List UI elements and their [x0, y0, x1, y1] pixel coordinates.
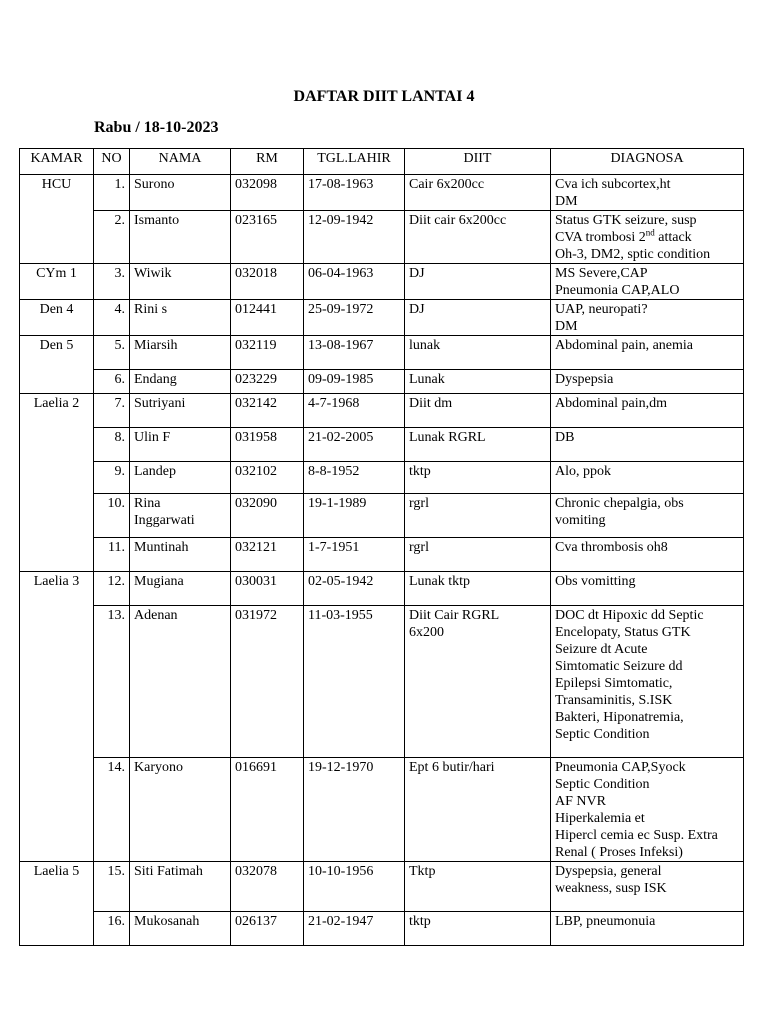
cell-no: 6. [94, 370, 130, 394]
cell-diit-line: Ept 6 butir/hari [409, 760, 495, 775]
cell-nama-line: Wiwik [134, 266, 172, 281]
cell-diit [405, 862, 551, 912]
cell-diagnosa [551, 462, 744, 494]
cell-diagnosa-line: Hipercl cemia ec Susp. Extra [555, 828, 718, 843]
cell-nama [130, 211, 231, 264]
column-header-rm: RM [231, 149, 304, 175]
cell-diit [405, 175, 551, 211]
cell-diagnosa-line: vomiting [555, 513, 606, 528]
cell-no: 10. [94, 494, 130, 538]
cell-diagnosa-line: DM [555, 319, 578, 334]
cell-diagnosa [551, 300, 744, 336]
cell-nama [130, 264, 231, 300]
cell-nama-line: Surono [134, 177, 175, 192]
table-row [20, 494, 744, 538]
cell-nama-line: Karyono [134, 760, 183, 775]
cell-nama [130, 862, 231, 912]
cell-kamar: Laelia 3 [20, 572, 94, 862]
cell-no: 13. [94, 606, 130, 758]
cell-diit-line: Tktp [409, 864, 436, 879]
cell-nama [130, 300, 231, 336]
cell-no: 8. [94, 428, 130, 462]
cell-diagnosa-line: Dyspepsia, general [555, 864, 662, 879]
cell-nama-line: Ismanto [134, 213, 180, 228]
cell-diit-line: Lunak RGRL [409, 430, 486, 445]
cell-diit-line: Diit dm [409, 396, 453, 411]
cell-no: 14. [94, 758, 130, 862]
cell-diagnosa [551, 538, 744, 572]
table-row [20, 538, 744, 572]
page-date: Rabu / 18-10-2023 [94, 119, 219, 136]
cell-diagnosa-line: Chronic chepalgia, obs [555, 496, 684, 511]
cell-diagnosa-line: Cva thrombosis oh8 [555, 540, 668, 555]
cell-nama [130, 606, 231, 758]
table-row [20, 758, 744, 862]
cell-diagnosa [551, 264, 744, 300]
cell-diit [405, 336, 551, 370]
diet-table [19, 148, 744, 946]
cell-diagnosa [551, 211, 744, 264]
cell-kamar: CYm 1 [20, 264, 94, 300]
cell-rm: 031972 [231, 606, 304, 758]
cell-tgl-lahir: 21-02-2005 [304, 428, 405, 462]
cell-diit [405, 211, 551, 264]
cell-diit-line: rgrl [409, 496, 429, 511]
cell-diit-line: lunak [409, 338, 441, 353]
cell-diagnosa-line: Status GTK seizure, susp [555, 213, 697, 228]
cell-diagnosa [551, 394, 744, 428]
column-header-nama: NAMA [130, 149, 231, 175]
table-row [20, 370, 744, 394]
cell-nama [130, 175, 231, 211]
cell-diit-line: Lunak [409, 372, 445, 387]
cell-tgl-lahir: 4-7-1968 [304, 394, 405, 428]
cell-tgl-lahir: 09-09-1985 [304, 370, 405, 394]
cell-diit [405, 606, 551, 758]
cell-no: 4. [94, 300, 130, 336]
cell-nama-line: Endang [134, 372, 177, 387]
cell-rm: 031958 [231, 428, 304, 462]
cell-diit-line: Lunak tktp [409, 574, 471, 589]
cell-diagnosa-line: AF NVR [555, 794, 606, 809]
cell-diagnosa-line: Epilepsi Simtomatic, [555, 676, 673, 691]
table-row [20, 606, 744, 758]
cell-nama [130, 370, 231, 394]
cell-tgl-lahir: 25-09-1972 [304, 300, 405, 336]
cell-diagnosa-line: Abdominal pain, anemia [555, 338, 694, 353]
page-title: DAFTAR DIIT LANTAI 4 [293, 88, 475, 105]
cell-diagnosa [551, 606, 744, 758]
cell-diit-line: Cair 6x200cc [409, 177, 485, 192]
cell-rm: 032018 [231, 264, 304, 300]
cell-diagnosa-line: Simtomatic Seizure dd [555, 659, 683, 674]
cell-tgl-lahir: 19-1-1989 [304, 494, 405, 538]
table-row [20, 175, 744, 211]
table-row [20, 862, 744, 912]
cell-diagnosa [551, 428, 744, 462]
cell-diit-line: 6x200 [409, 625, 444, 640]
cell-rm: 032098 [231, 175, 304, 211]
cell-diit [405, 758, 551, 862]
cell-diagnosa-line: UAP, neuropati? [555, 302, 648, 317]
cell-nama-line: Mukosanah [134, 914, 200, 929]
cell-diit [405, 370, 551, 394]
table-row [20, 264, 744, 300]
cell-diagnosa-line: Dyspepsia [555, 372, 614, 387]
cell-kamar: Den 4 [20, 300, 94, 336]
cell-diit-line: DJ [409, 266, 425, 281]
cell-no: 1. [94, 175, 130, 211]
cell-tgl-lahir: 17-08-1963 [304, 175, 405, 211]
cell-nama [130, 758, 231, 862]
column-header-no: NO [94, 149, 130, 175]
table-row [20, 211, 744, 264]
cell-diagnosa-line: Septic Condition [555, 727, 650, 742]
cell-diagnosa-line: Oh-3, DM2, sptic condition [555, 247, 711, 262]
cell-rm: 032078 [231, 862, 304, 912]
cell-nama [130, 912, 231, 946]
cell-diagnosa-line: Pneumonia CAP,Syock [555, 760, 686, 775]
cell-diit [405, 300, 551, 336]
cell-nama [130, 538, 231, 572]
cell-diagnosa-line: DB [555, 430, 575, 445]
cell-nama [130, 462, 231, 494]
cell-diagnosa-line: Abdominal pain,dm [555, 396, 667, 411]
cell-tgl-lahir: 21-02-1947 [304, 912, 405, 946]
cell-nama-line: Siti Fatimah [134, 864, 203, 879]
cell-rm: 016691 [231, 758, 304, 862]
cell-rm: 023165 [231, 211, 304, 264]
cell-diit-line: tktp [409, 914, 431, 929]
cell-diagnosa [551, 175, 744, 211]
cell-diagnosa-line: weakness, susp ISK [555, 881, 667, 896]
table-row [20, 336, 744, 370]
cell-rm: 032121 [231, 538, 304, 572]
column-header-diit: DIIT [405, 149, 551, 175]
cell-nama [130, 494, 231, 538]
cell-nama-line: Miarsih [134, 338, 178, 353]
column-header-kamar: KAMAR [20, 149, 94, 175]
cell-diagnosa-line: Septic Condition [555, 777, 650, 792]
cell-diagnosa-line: Cva ich subcortex,ht [555, 177, 671, 192]
cell-diagnosa-line: CVA trombosi 2nd attack [555, 227, 692, 245]
table-row [20, 572, 744, 606]
cell-no: 2. [94, 211, 130, 264]
cell-diagnosa-line: MS Severe,CAP [555, 266, 648, 281]
table-row [20, 428, 744, 462]
table-row [20, 394, 744, 428]
cell-diit-line: Diit Cair RGRL [409, 608, 500, 623]
cell-no: 5. [94, 336, 130, 370]
cell-rm: 026137 [231, 912, 304, 946]
cell-tgl-lahir: 11-03-1955 [304, 606, 405, 758]
cell-diit [405, 538, 551, 572]
table-row [20, 300, 744, 336]
cell-nama [130, 336, 231, 370]
cell-diit [405, 264, 551, 300]
cell-kamar: HCU [20, 175, 94, 264]
cell-kamar: Den 5 [20, 336, 94, 394]
cell-nama [130, 572, 231, 606]
cell-no: 3. [94, 264, 130, 300]
table-row [20, 912, 744, 946]
cell-rm: 032090 [231, 494, 304, 538]
cell-diagnosa-line: DOC dt Hipoxic dd Septic [555, 608, 704, 623]
cell-diagnosa-line: Transaminitis, S.ISK [555, 693, 673, 708]
cell-diit [405, 572, 551, 606]
cell-diagnosa [551, 912, 744, 946]
cell-rm: 032142 [231, 394, 304, 428]
column-header-diagnosa: DIAGNOSA [551, 149, 744, 175]
cell-diit-line: Diit cair 6x200cc [409, 213, 507, 228]
cell-diagnosa [551, 862, 744, 912]
cell-no: 15. [94, 862, 130, 912]
cell-nama [130, 428, 231, 462]
cell-nama-line: Mugiana [134, 574, 184, 589]
cell-nama-line: Rina [134, 496, 161, 511]
cell-diit [405, 494, 551, 538]
cell-diagnosa-line: LBP, pneumonuia [555, 914, 656, 929]
cell-diagnosa-line: Pneumonia CAP,ALO [555, 283, 680, 298]
cell-diagnosa-line: Encelopaty, Status GTK [555, 625, 691, 640]
cell-tgl-lahir: 12-09-1942 [304, 211, 405, 264]
cell-tgl-lahir: 06-04-1963 [304, 264, 405, 300]
table-body [20, 175, 744, 946]
table-row [20, 462, 744, 494]
cell-nama-line: Inggarwati [134, 513, 195, 528]
cell-tgl-lahir: 13-08-1967 [304, 336, 405, 370]
cell-nama-line: Landep [134, 464, 176, 479]
cell-tgl-lahir: 10-10-1956 [304, 862, 405, 912]
cell-diagnosa [551, 336, 744, 370]
cell-tgl-lahir: 1-7-1951 [304, 538, 405, 572]
cell-diagnosa-line: Obs vomitting [555, 574, 636, 589]
cell-diit [405, 912, 551, 946]
cell-diagnosa [551, 370, 744, 394]
cell-diagnosa-line: DM [555, 194, 578, 209]
cell-kamar: Laelia 5 [20, 862, 94, 946]
cell-kamar: Laelia 2 [20, 394, 94, 572]
cell-no: 12. [94, 572, 130, 606]
cell-no: 9. [94, 462, 130, 494]
cell-rm: 032102 [231, 462, 304, 494]
cell-tgl-lahir: 8-8-1952 [304, 462, 405, 494]
header-row [20, 149, 744, 175]
cell-rm: 032119 [231, 336, 304, 370]
cell-rm: 023229 [231, 370, 304, 394]
cell-no: 7. [94, 394, 130, 428]
cell-nama-line: Muntinah [134, 540, 189, 555]
cell-nama-line: Ulin F [134, 430, 171, 445]
cell-diit [405, 462, 551, 494]
cell-diagnosa [551, 572, 744, 606]
cell-no: 16. [94, 912, 130, 946]
cell-tgl-lahir: 19-12-1970 [304, 758, 405, 862]
cell-nama-line: Adenan [134, 608, 178, 623]
cell-tgl-lahir: 02-05-1942 [304, 572, 405, 606]
column-header-tgl-lahir: TGL.LAHIR [304, 149, 405, 175]
cell-nama-line: Rini s [134, 302, 168, 317]
cell-no: 11. [94, 538, 130, 572]
cell-diagnosa-line: Bakteri, Hiponatremia, [555, 710, 684, 725]
cell-diit [405, 394, 551, 428]
cell-nama [130, 394, 231, 428]
cell-diit [405, 428, 551, 462]
cell-diit-line: tktp [409, 464, 431, 479]
cell-diit-line: DJ [409, 302, 425, 317]
cell-diagnosa-line: Hiperkalemia et [555, 811, 645, 826]
cell-diagnosa-line: Seizure dt Acute [555, 642, 648, 657]
cell-diagnosa [551, 758, 744, 862]
cell-diit-line: rgrl [409, 540, 429, 555]
cell-diagnosa-line: Renal ( Proses Infeksi) [555, 845, 683, 860]
cell-rm: 012441 [231, 300, 304, 336]
cell-nama-line: Sutriyani [134, 396, 186, 411]
cell-diagnosa [551, 494, 744, 538]
cell-diagnosa-line: Alo, ppok [555, 464, 611, 479]
cell-rm: 030031 [231, 572, 304, 606]
